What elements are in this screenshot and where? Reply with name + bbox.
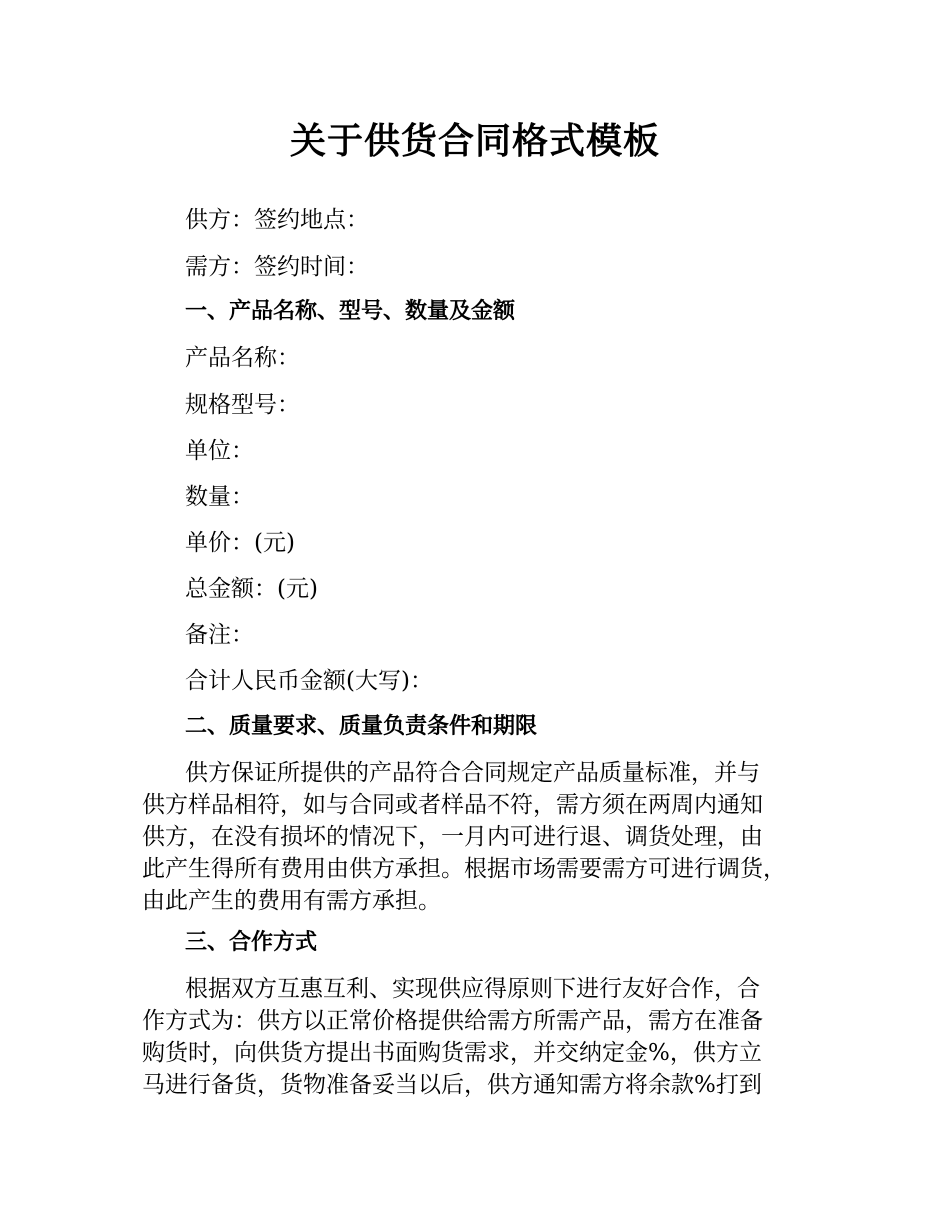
unit-line: 单位： — [185, 438, 254, 464]
remarks-line: 备注： — [185, 622, 254, 648]
section-heading-cooperation: 三、合作方式 — [185, 930, 318, 955]
model-line: 规格型号： — [185, 392, 300, 418]
unit-price-line: 单价：(元) — [185, 530, 295, 556]
paragraph-line: 由此产生的费用有需方承担。 — [142, 888, 441, 914]
section-heading-products: 一、产品名称、型号、数量及金额 — [185, 299, 516, 324]
quantity-line: 数量： — [185, 484, 254, 510]
paragraph-line: 根据双方互惠互利、实现供应得原则下进行友好合作，合 — [185, 976, 760, 1002]
paragraph-line: 此产生得所有费用由供方承担。根据市场需要需方可进行调货， — [142, 856, 786, 882]
product-name-line: 产品名称： — [185, 345, 300, 371]
total-rmb-line: 合计人民币金额(大写)： — [185, 668, 433, 694]
document-title: 关于供货合同格式模板 — [289, 121, 660, 162]
paragraph-line: 供方保证所提供的产品符合合同规定产品质量标准，并与 — [185, 760, 760, 786]
total-amount-line: 总金额：(元) — [185, 576, 318, 602]
paragraph-line: 购货时，向供货方提出书面购货需求，并交纳定金%，供方立 — [142, 1040, 762, 1066]
supplier-line: 供方：签约地点： — [185, 207, 369, 233]
paragraph-line: 供方样品相符，如与合同或者样品不符，需方须在两周内通知 — [142, 792, 763, 818]
cooperation-paragraph — [142, 973, 832, 1101]
paragraph-line: 供方，在没有损坏的情况下，一月内可进行退、调货处理，由 — [142, 824, 763, 850]
section-heading-quality: 二、质量要求、质量负责条件和期限 — [185, 714, 538, 739]
paragraph-line: 作方式为：供方以正常价格提供给需方所需产品，需方在准备 — [142, 1008, 763, 1034]
buyer-line: 需方：签约时间： — [185, 254, 369, 280]
quality-paragraph — [142, 757, 832, 917]
paragraph-line: 马进行备货，货物准备妥当以后，供方通知需方将余款%打到 — [142, 1072, 762, 1098]
